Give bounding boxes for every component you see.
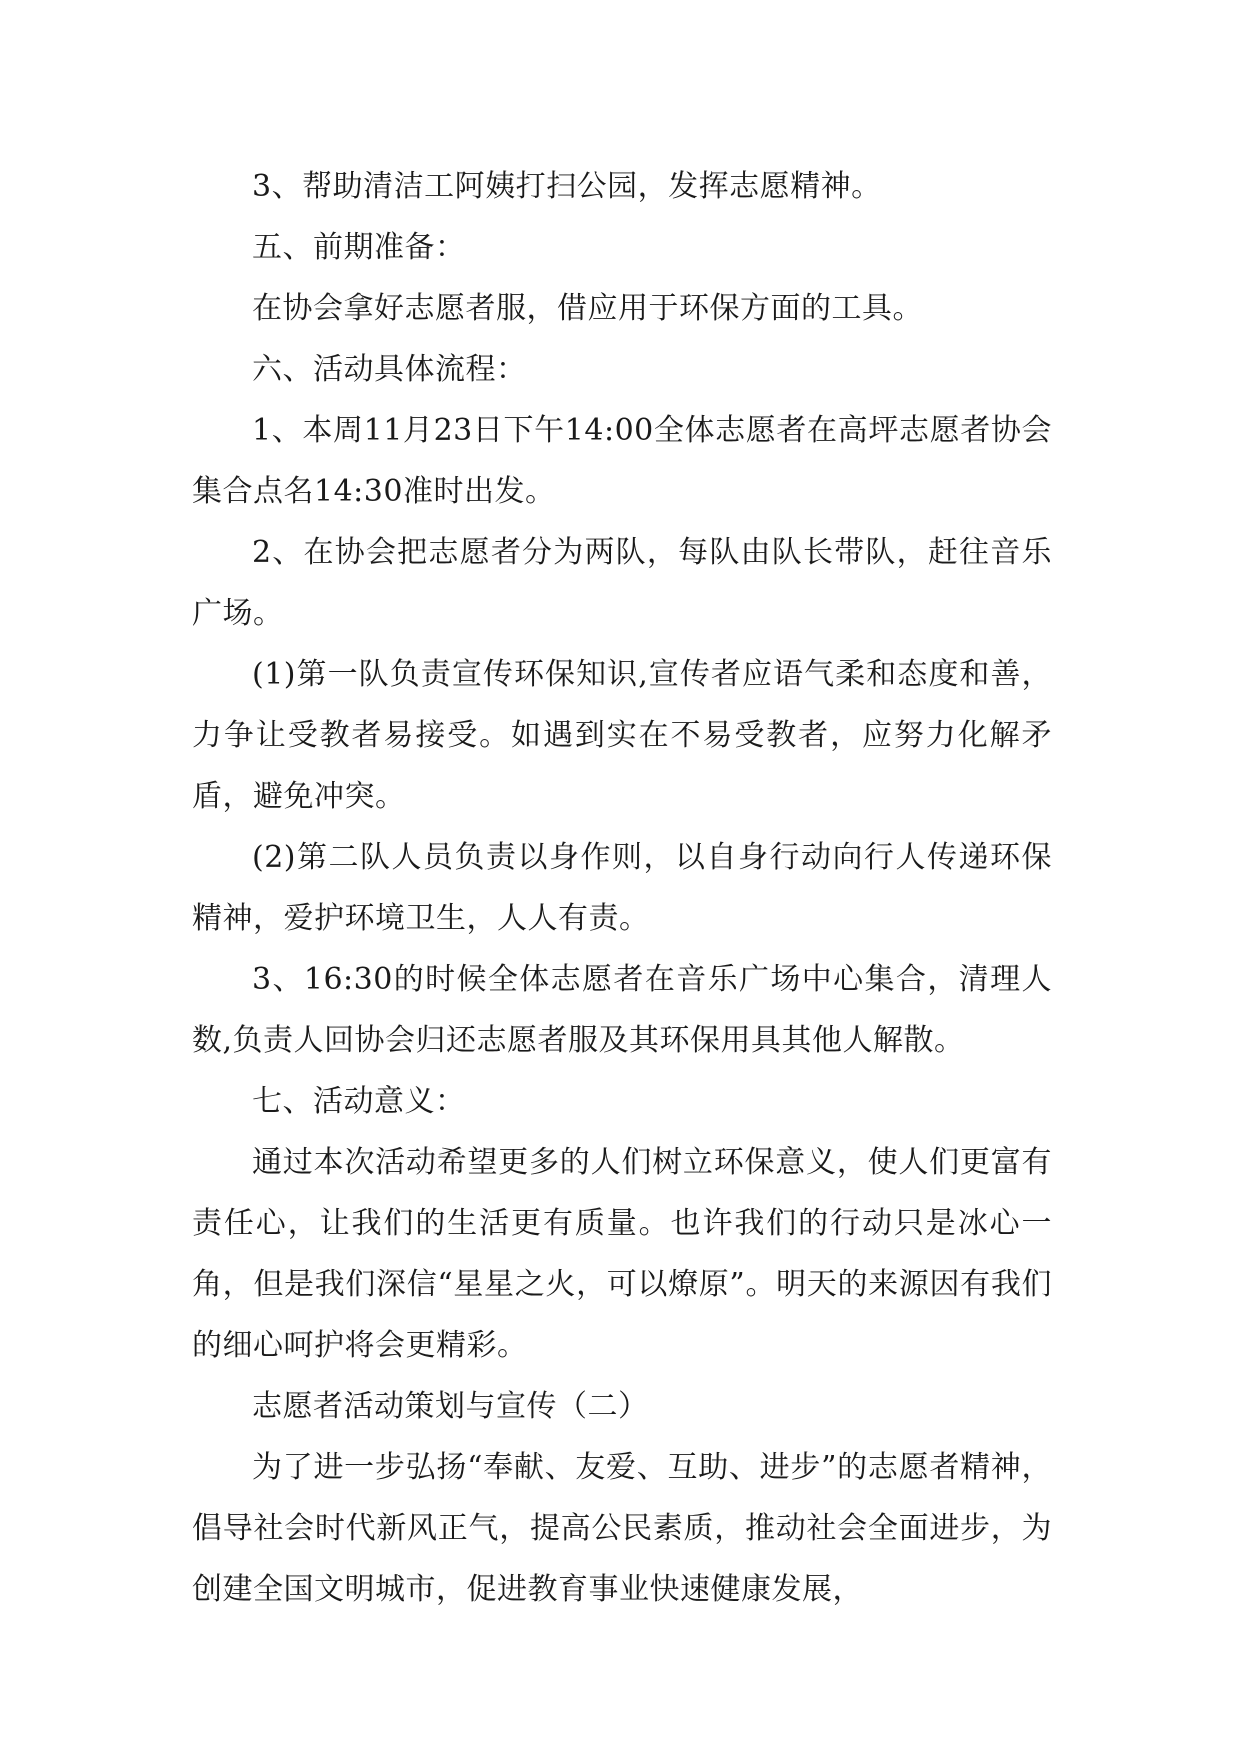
paragraph-process-2: 2、在协会把志愿者分为两队，每队由队长带队，赶往音乐广场。 — [192, 535, 1052, 631]
document-body — [192, 156, 1052, 1620]
section-heading-significance: 七、活动意义： — [252, 1084, 466, 1119]
paragraph-preparation: 在协会拿好志愿者服，借应用于环保方面的工具。 — [252, 291, 923, 326]
paragraph-team-2: (2)第二队人员负责以身作则，以自身行动向行人传递环保精神，爱护环境卫生，人人有责。 — [192, 840, 1052, 936]
paragraph-item-3: 3、帮助清洁工阿姨打扫公园，发挥志愿精神。 — [252, 169, 882, 204]
paragraph-process-1: 1、本周11月23日下午14:00全体志愿者在高坪志愿者协会集合点名14:30准时出发。 — [192, 413, 1052, 509]
paragraph-process-3: 3、16:30的时候全体志愿者在音乐广场中心集合，清理人数,负责人回协会归还志愿者服及其环保用具其他人解散。 — [192, 962, 1052, 1058]
section-heading-preparation: 五、前期准备： — [252, 230, 466, 265]
section-heading-process: 六、活动具体流程： — [252, 352, 527, 387]
document-subtitle: 志愿者活动策划与宣传（二） — [252, 1389, 649, 1424]
paragraph-significance: 通过本次活动希望更多的人们树立环保意义，使人们更富有责任心，让我们的生活更有质量。也许我们的行动只是冰心一角，但是我们深信“星星之火，可以燎原”。明天的来源因有我们的细心呵护将会更精彩。 — [192, 1145, 1052, 1363]
paragraph-team-1: (1)第一队负责宣传环保知识,宣传者应语气柔和态度和善，力争让受教者易接受。如遇到实在不易受教者，应努力化解矛盾，避免冲突。 — [192, 657, 1052, 814]
paragraph-intro-2: 为了进一步弘扬“奉献、友爱、互助、进步”的志愿者精神，倡导社会时代新风正气，提高公民素质，推动社会全面进步，为创建全国文明城市，促进教育事业快速健康发展， — [192, 1450, 1052, 1607]
